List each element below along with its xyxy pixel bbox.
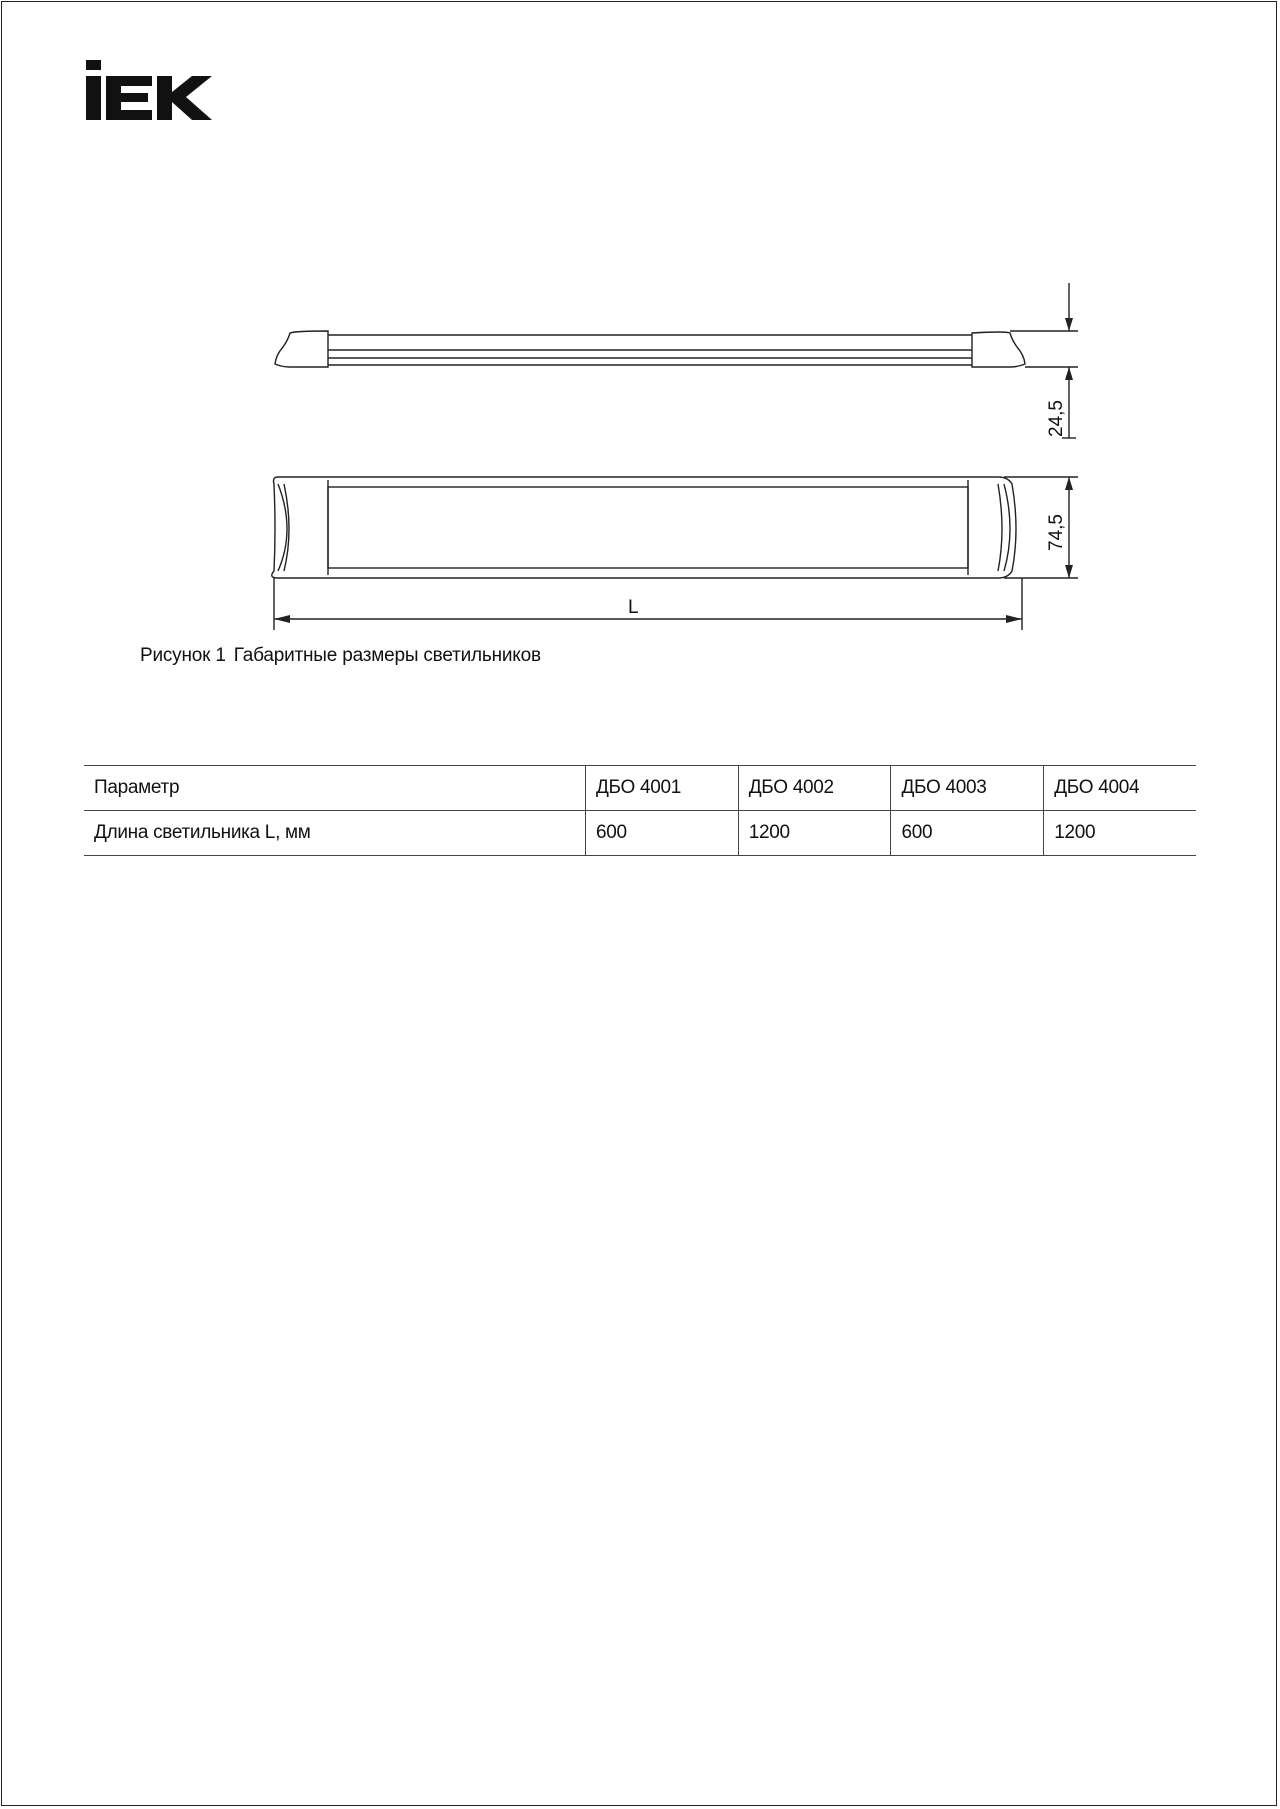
luminaire-drawing — [0, 0, 1280, 660]
table-header-cell: ДБО 4003 — [891, 766, 1044, 811]
width-label: 74,5 — [1046, 514, 1067, 551]
caption-number: Рисунок 1 — [140, 645, 226, 666]
height-dimension — [1010, 283, 1078, 438]
top-view — [272, 477, 1016, 578]
length-dimension — [274, 578, 1022, 630]
table-header-cell: ДБО 4004 — [1044, 766, 1196, 811]
table-row — [84, 811, 1196, 856]
length-label: L — [628, 597, 639, 618]
figure-caption — [140, 645, 549, 667]
height-label: 24,5 — [1046, 400, 1067, 437]
table-header-cell: ДБО 4001 — [585, 766, 738, 811]
table-cell: 1200 — [738, 811, 891, 856]
table-cell: 600 — [585, 811, 738, 856]
table-header-cell: ДБО 4002 — [738, 766, 891, 811]
caption-text: Габаритные размеры светильников — [233, 645, 541, 666]
side-view — [275, 331, 1025, 367]
table-cell: 600 — [891, 811, 1044, 856]
table-cell: 1200 — [1044, 811, 1196, 856]
parameters-table — [84, 765, 1196, 856]
table-header-cell: Параметр — [84, 766, 585, 811]
table-cell: Длина светильника L, мм — [84, 811, 585, 856]
table-header-row — [84, 766, 1196, 811]
